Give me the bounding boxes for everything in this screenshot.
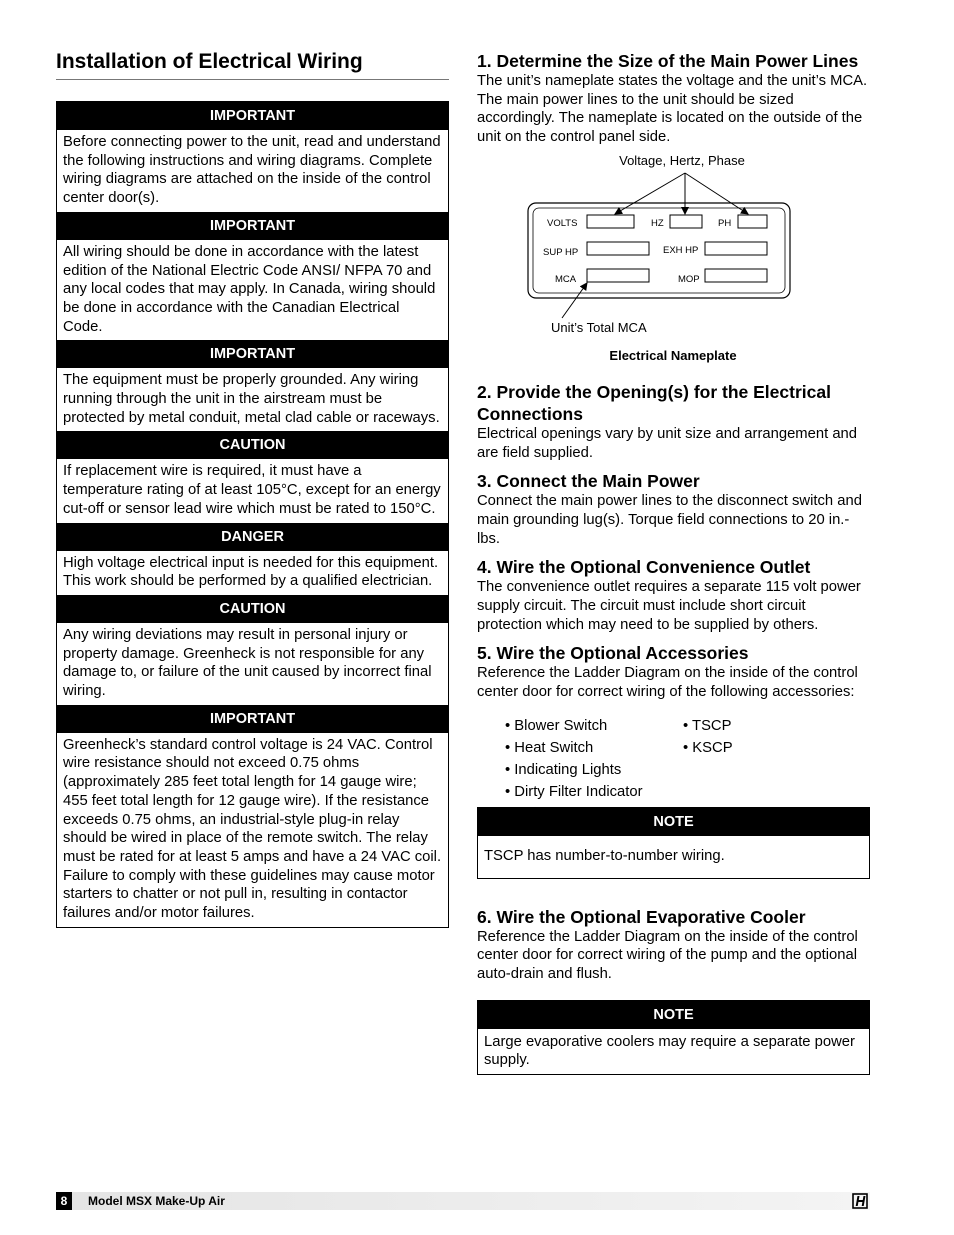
notice-text: If replacement wire is required, it must have a temperature rating of at least 105°C, except for an energy cut-off or sensor lead wire which must be rated to 150°C. bbox=[63, 463, 441, 517]
footer-model: Model MSX Make-Up Air bbox=[88, 1194, 225, 1208]
notice-text: The equipment must be properly grounded. Any wiring running through the unit in the airstream must be protected by metal conduit, metal clad cable or raceways. bbox=[63, 372, 440, 426]
note-text: Large evaporative coolers may require a separate power supply. bbox=[484, 1033, 855, 1069]
left-column bbox=[56, 48, 449, 928]
sup-hp-label: SUP HP bbox=[543, 246, 579, 258]
hz-label: HZ bbox=[651, 217, 664, 229]
notice-text: Before connecting power to the unit, read and understand the following instructions and wiring diagrams. Complete wiring diagrams are attached on the inside of the control center door(s). bbox=[63, 134, 441, 207]
voltage-hertz-phase-label: Voltage, Hertz, Phase bbox=[619, 152, 745, 168]
list-item: • Blower Switch bbox=[505, 717, 608, 734]
mca-field bbox=[587, 269, 649, 282]
notice-text: Any wiring deviations may result in personal injury or property damage. Greenheck is not responsible for any damage to, or failure of the unit caused by incorrect final wiring. bbox=[63, 626, 432, 700]
note-text: TSCP has number-to-number wiring. bbox=[484, 847, 725, 864]
notice-heading: CAUTION bbox=[57, 595, 448, 623]
nameplate-caption: Electrical Nameplate bbox=[609, 347, 737, 363]
exh-hp-field bbox=[705, 242, 767, 255]
greenheck-logo-icon bbox=[852, 1193, 868, 1209]
page-title: Installation of Electrical Wiring bbox=[56, 48, 449, 80]
section-title: 4. Wire the Optional Convenience Outlet bbox=[477, 557, 811, 578]
ph-label: PH bbox=[718, 217, 732, 229]
list-item: • TSCP bbox=[683, 717, 732, 734]
note-heading: NOTE bbox=[478, 808, 869, 836]
ph-field bbox=[738, 215, 767, 228]
mop-field bbox=[705, 269, 767, 282]
section-3 bbox=[477, 470, 870, 548]
list-item: • Heat Switch bbox=[505, 739, 594, 756]
accessories-list bbox=[505, 715, 870, 799]
section-title: 2. Provide the Opening(s) for the Electrical Connections bbox=[477, 381, 831, 424]
sup-hp-field bbox=[587, 242, 649, 255]
list-item: • Dirty Filter Indicator bbox=[505, 783, 643, 800]
section-title: 3. Connect the Main Power bbox=[477, 471, 700, 492]
notice-text: High voltage electrical input is needed for this equipment. This work should be performed by a qualified electrician. bbox=[63, 554, 439, 590]
notice-heading: CAUTION bbox=[57, 431, 448, 459]
list-item: • KSCP bbox=[683, 739, 733, 756]
section-title: 6. Wire the Optional Evaporative Cooler bbox=[477, 906, 806, 927]
volts-field bbox=[587, 215, 634, 228]
arrow-to-mca bbox=[562, 283, 587, 318]
section-text: The convenience outlet requires a separate 115 volt power supply circuit. The circuit must include short circuit protection which may need to be supplied by others. bbox=[477, 579, 861, 633]
notice-heading: IMPORTANT bbox=[57, 340, 448, 368]
notice-danger bbox=[57, 523, 448, 595]
page-number: 8 bbox=[56, 1192, 72, 1210]
notice-text: Greenheck’s standard control voltage is 24 VAC. Control wire resistance should not exceed 0.75 ohms (approximately 285 feet total length for 14 gauge wire; 455 feet total length for 12 gauge wire). If the resistance exceeds 0.75 ohms, an industrial-style plug-in relay should be wired in place of the remote switch. The relay must be rated for at least 5 amps and have a 24 VAC coil. Failure to comply with these guidelines may cause motor starters to chatter or not pull in, resulting in contactor failures and/or motor failures. bbox=[63, 736, 442, 922]
notice-heading: IMPORTANT bbox=[57, 705, 448, 733]
notice-stack bbox=[56, 101, 449, 928]
notice-important-2 bbox=[57, 212, 448, 341]
section-text: Reference the Ladder Diagram on the inside of the control center door for correct wiring of the pump and the optional auto-drain and flush. bbox=[477, 928, 858, 982]
notice-heading: IMPORTANT bbox=[57, 212, 448, 240]
section-5 bbox=[477, 642, 870, 701]
list-item: • Indicating Lights bbox=[505, 761, 622, 778]
hz-field bbox=[670, 215, 702, 228]
section-1 bbox=[477, 50, 870, 147]
mca-label: MCA bbox=[555, 273, 577, 285]
footer-bar bbox=[56, 1192, 870, 1210]
note-tscp bbox=[477, 807, 870, 879]
notice-heading: IMPORTANT bbox=[57, 102, 448, 130]
mop-label: MOP bbox=[678, 273, 700, 285]
section-4 bbox=[477, 556, 870, 634]
notice-heading: DANGER bbox=[57, 523, 448, 551]
accessories-right bbox=[683, 715, 733, 759]
notice-important-3 bbox=[57, 340, 448, 431]
section-text: Connect the main power lines to the disconnect switch and main grounding lug(s). Torque field connections to 20 in.-lbs. bbox=[477, 493, 862, 547]
notice-caution-1 bbox=[57, 431, 448, 522]
section-2 bbox=[477, 381, 870, 462]
section-text: Reference the Ladder Diagram on the inside of the control center door for correct wiring of the following accessories: bbox=[477, 665, 858, 701]
notice-caution-2 bbox=[57, 595, 448, 705]
exh-hp-label: EXH HP bbox=[663, 244, 699, 256]
section-6 bbox=[477, 906, 870, 984]
section-title: 1. Determine the Size of the Main Power Lines bbox=[477, 51, 859, 71]
section-text: Electrical openings vary by unit size and arrangement and are field supplied. bbox=[477, 425, 858, 461]
notice-text: All wiring should be done in accordance with the latest edition of the National Electric Code ANSI/ NFPA 70 and any local codes that may apply. In Canada, wiring should be done in accordance with the Canadian Electrical Code. bbox=[63, 243, 436, 335]
electrical-nameplate-diagram bbox=[477, 151, 870, 369]
section-title: 5. Wire the Optional Accessories bbox=[477, 643, 749, 664]
volts-label: VOLTS bbox=[547, 217, 578, 229]
note-evaporative bbox=[477, 1000, 870, 1075]
notice-important-4 bbox=[57, 705, 448, 927]
notice-important-1 bbox=[57, 102, 448, 212]
note-heading: NOTE bbox=[478, 1001, 869, 1029]
section-text: The unit’s nameplate states the voltage and the unit’s MCA. The main power lines to the unit should be sized accordingly. The nameplate is located on the outside of the unit on the control panel side. bbox=[477, 73, 868, 146]
right-column bbox=[477, 50, 870, 1075]
nameplate-svg bbox=[477, 151, 870, 369]
unit-total-mca-label: Unit’s Total MCA bbox=[551, 319, 647, 335]
accessories-left bbox=[505, 715, 643, 803]
